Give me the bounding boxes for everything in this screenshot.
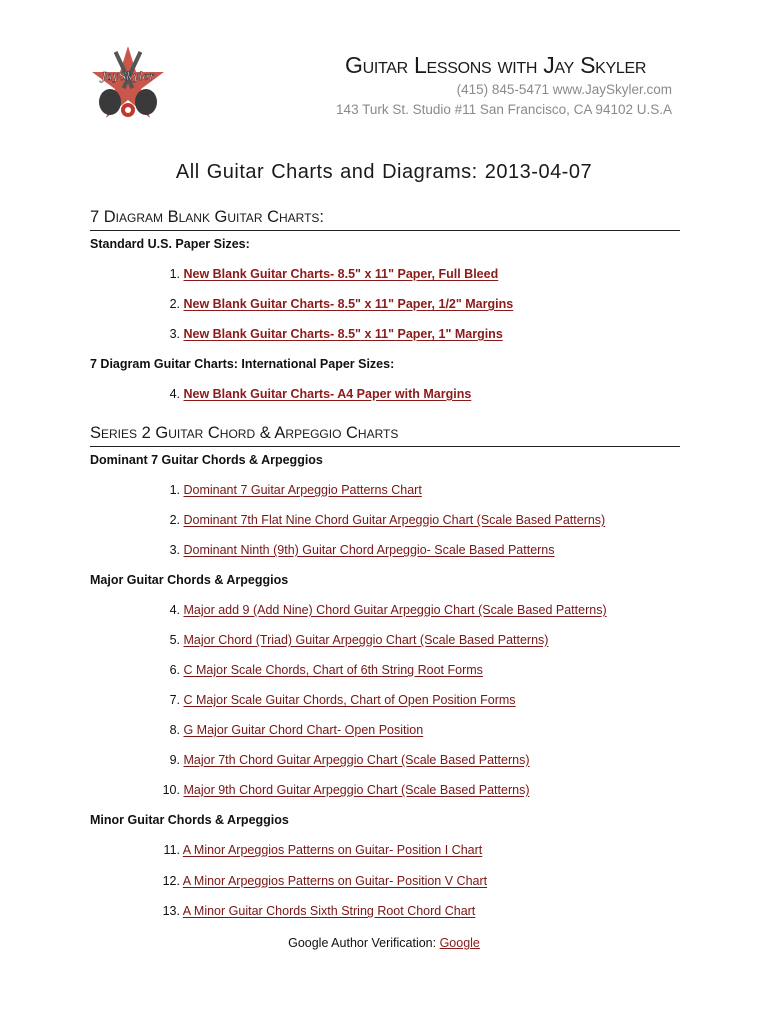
group-label-us-paper: Standard U.S. Paper Sizes:: [90, 237, 250, 251]
chart-link[interactable]: C Major Scale Guitar Chords, Chart of Open Position Forms: [183, 693, 516, 707]
chart-link[interactable]: Major Chord (Triad) Guitar Arpeggio Chart (Scale Based Patterns): [183, 633, 549, 647]
item-number: 13.: [162, 904, 180, 918]
list-item[interactable]: [146, 633, 548, 647]
item-number: 9.: [169, 753, 180, 767]
chart-link[interactable]: A Minor Guitar Chords Sixth String Root Chord Chart: [182, 904, 476, 918]
list-item[interactable]: [146, 874, 487, 888]
group-label-dominant: Dominant 7 Guitar Chords & Arpeggios: [90, 453, 323, 467]
chart-link[interactable]: C Major Scale Chords, Chart of 6th String Root Forms: [183, 663, 483, 677]
group-label-minor: Minor Guitar Chords & Arpeggios: [90, 813, 289, 827]
chart-link[interactable]: Dominant 7 Guitar Arpeggio Patterns Chart: [183, 483, 422, 497]
list-item[interactable]: [146, 603, 607, 617]
page-title: All Guitar Charts and Diagrams: 2013-04-07: [175, 161, 593, 183]
list-item[interactable]: [146, 723, 423, 737]
item-number: 3.: [169, 327, 180, 341]
list-item[interactable]: [146, 904, 475, 918]
chart-link[interactable]: Major 9th Chord Guitar Arpeggio Chart (Scale Based Patterns): [183, 783, 530, 797]
chart-link[interactable]: Major add 9 (Add Nine) Chord Guitar Arpeggio Chart (Scale Based Patterns): [183, 603, 607, 617]
footer: [0, 936, 768, 950]
section-heading-blank-charts: 7 Diagram Blank Guitar Charts:: [90, 207, 680, 231]
chart-link[interactable]: Dominant 7th Flat Nine Chord Guitar Arpeggio Chart (Scale Based Patterns): [183, 513, 606, 527]
list-item[interactable]: [146, 843, 482, 857]
chart-link[interactable]: New Blank Guitar Charts- 8.5" x 11" Paper, 1/2" Margins: [183, 297, 514, 311]
chart-link[interactable]: Dominant Ninth (9th) Guitar Chord Arpeggio- Scale Based Patterns: [183, 543, 555, 557]
list-item[interactable]: [146, 297, 513, 311]
svg-text:JaySkyler: JaySkyler: [101, 70, 155, 83]
header-title: Guitar Lessons with Jay Skyler: [345, 52, 647, 78]
chart-link[interactable]: New Blank Guitar Charts- 8.5" x 11" Paper, Full Bleed: [183, 267, 499, 281]
chart-link[interactable]: New Blank Guitar Charts- A4 Paper with Margins: [183, 387, 472, 401]
item-number: 6.: [169, 663, 180, 677]
list-item[interactable]: [146, 513, 605, 527]
list-item[interactable]: [146, 543, 555, 557]
google-link[interactable]: Google: [439, 936, 480, 950]
list-item[interactable]: [146, 753, 530, 767]
list-item[interactable]: [146, 693, 516, 707]
chart-link[interactable]: A Minor Arpeggios Patterns on Guitar- Position V Chart: [182, 874, 488, 888]
list-item[interactable]: [146, 483, 422, 497]
item-number: 11.: [163, 843, 180, 857]
chart-link[interactable]: New Blank Guitar Charts- 8.5" x 11" Paper, 1" Margins: [183, 327, 503, 341]
item-number: 2.: [169, 297, 180, 311]
footer-label: Google Author Verification:: [288, 936, 440, 950]
phone-website: (415) 845-5471 www.JaySkyler.com: [456, 82, 672, 97]
item-number: 1.: [169, 267, 180, 281]
item-number: 2.: [169, 513, 180, 527]
list-item[interactable]: [146, 783, 530, 797]
list-item[interactable]: [146, 267, 498, 281]
item-number: 12.: [162, 874, 180, 888]
list-item[interactable]: [146, 327, 503, 341]
address: 143 Turk St. Studio #11 San Francisco, CA 94102 U.S.A: [336, 102, 672, 117]
item-number: 10.: [162, 783, 180, 797]
logo: [86, 44, 170, 128]
item-number: 5.: [169, 633, 180, 647]
item-number: 3.: [169, 543, 180, 557]
item-number: 1.: [169, 483, 180, 497]
list-item[interactable]: [146, 387, 471, 401]
section-heading-series2: Series 2 Guitar Chord & Arpeggio Charts: [90, 423, 680, 447]
header-contact: [336, 80, 672, 120]
group-label-major: Major Guitar Chords & Arpeggios: [90, 573, 289, 587]
chart-link[interactable]: A Minor Arpeggios Patterns on Guitar- Position I Chart: [182, 843, 483, 857]
item-number: 7.: [169, 693, 180, 707]
chart-link[interactable]: Major 7th Chord Guitar Arpeggio Chart (Scale Based Patterns): [183, 753, 530, 767]
item-number: 4.: [169, 387, 180, 401]
group-label-intl-paper: 7 Diagram Guitar Charts: International Paper Sizes:: [90, 357, 395, 371]
chart-link[interactable]: G Major Guitar Chord Chart- Open Position: [183, 723, 424, 737]
list-item[interactable]: [146, 663, 483, 677]
item-number: 8.: [169, 723, 180, 737]
item-number: 4.: [169, 603, 180, 617]
